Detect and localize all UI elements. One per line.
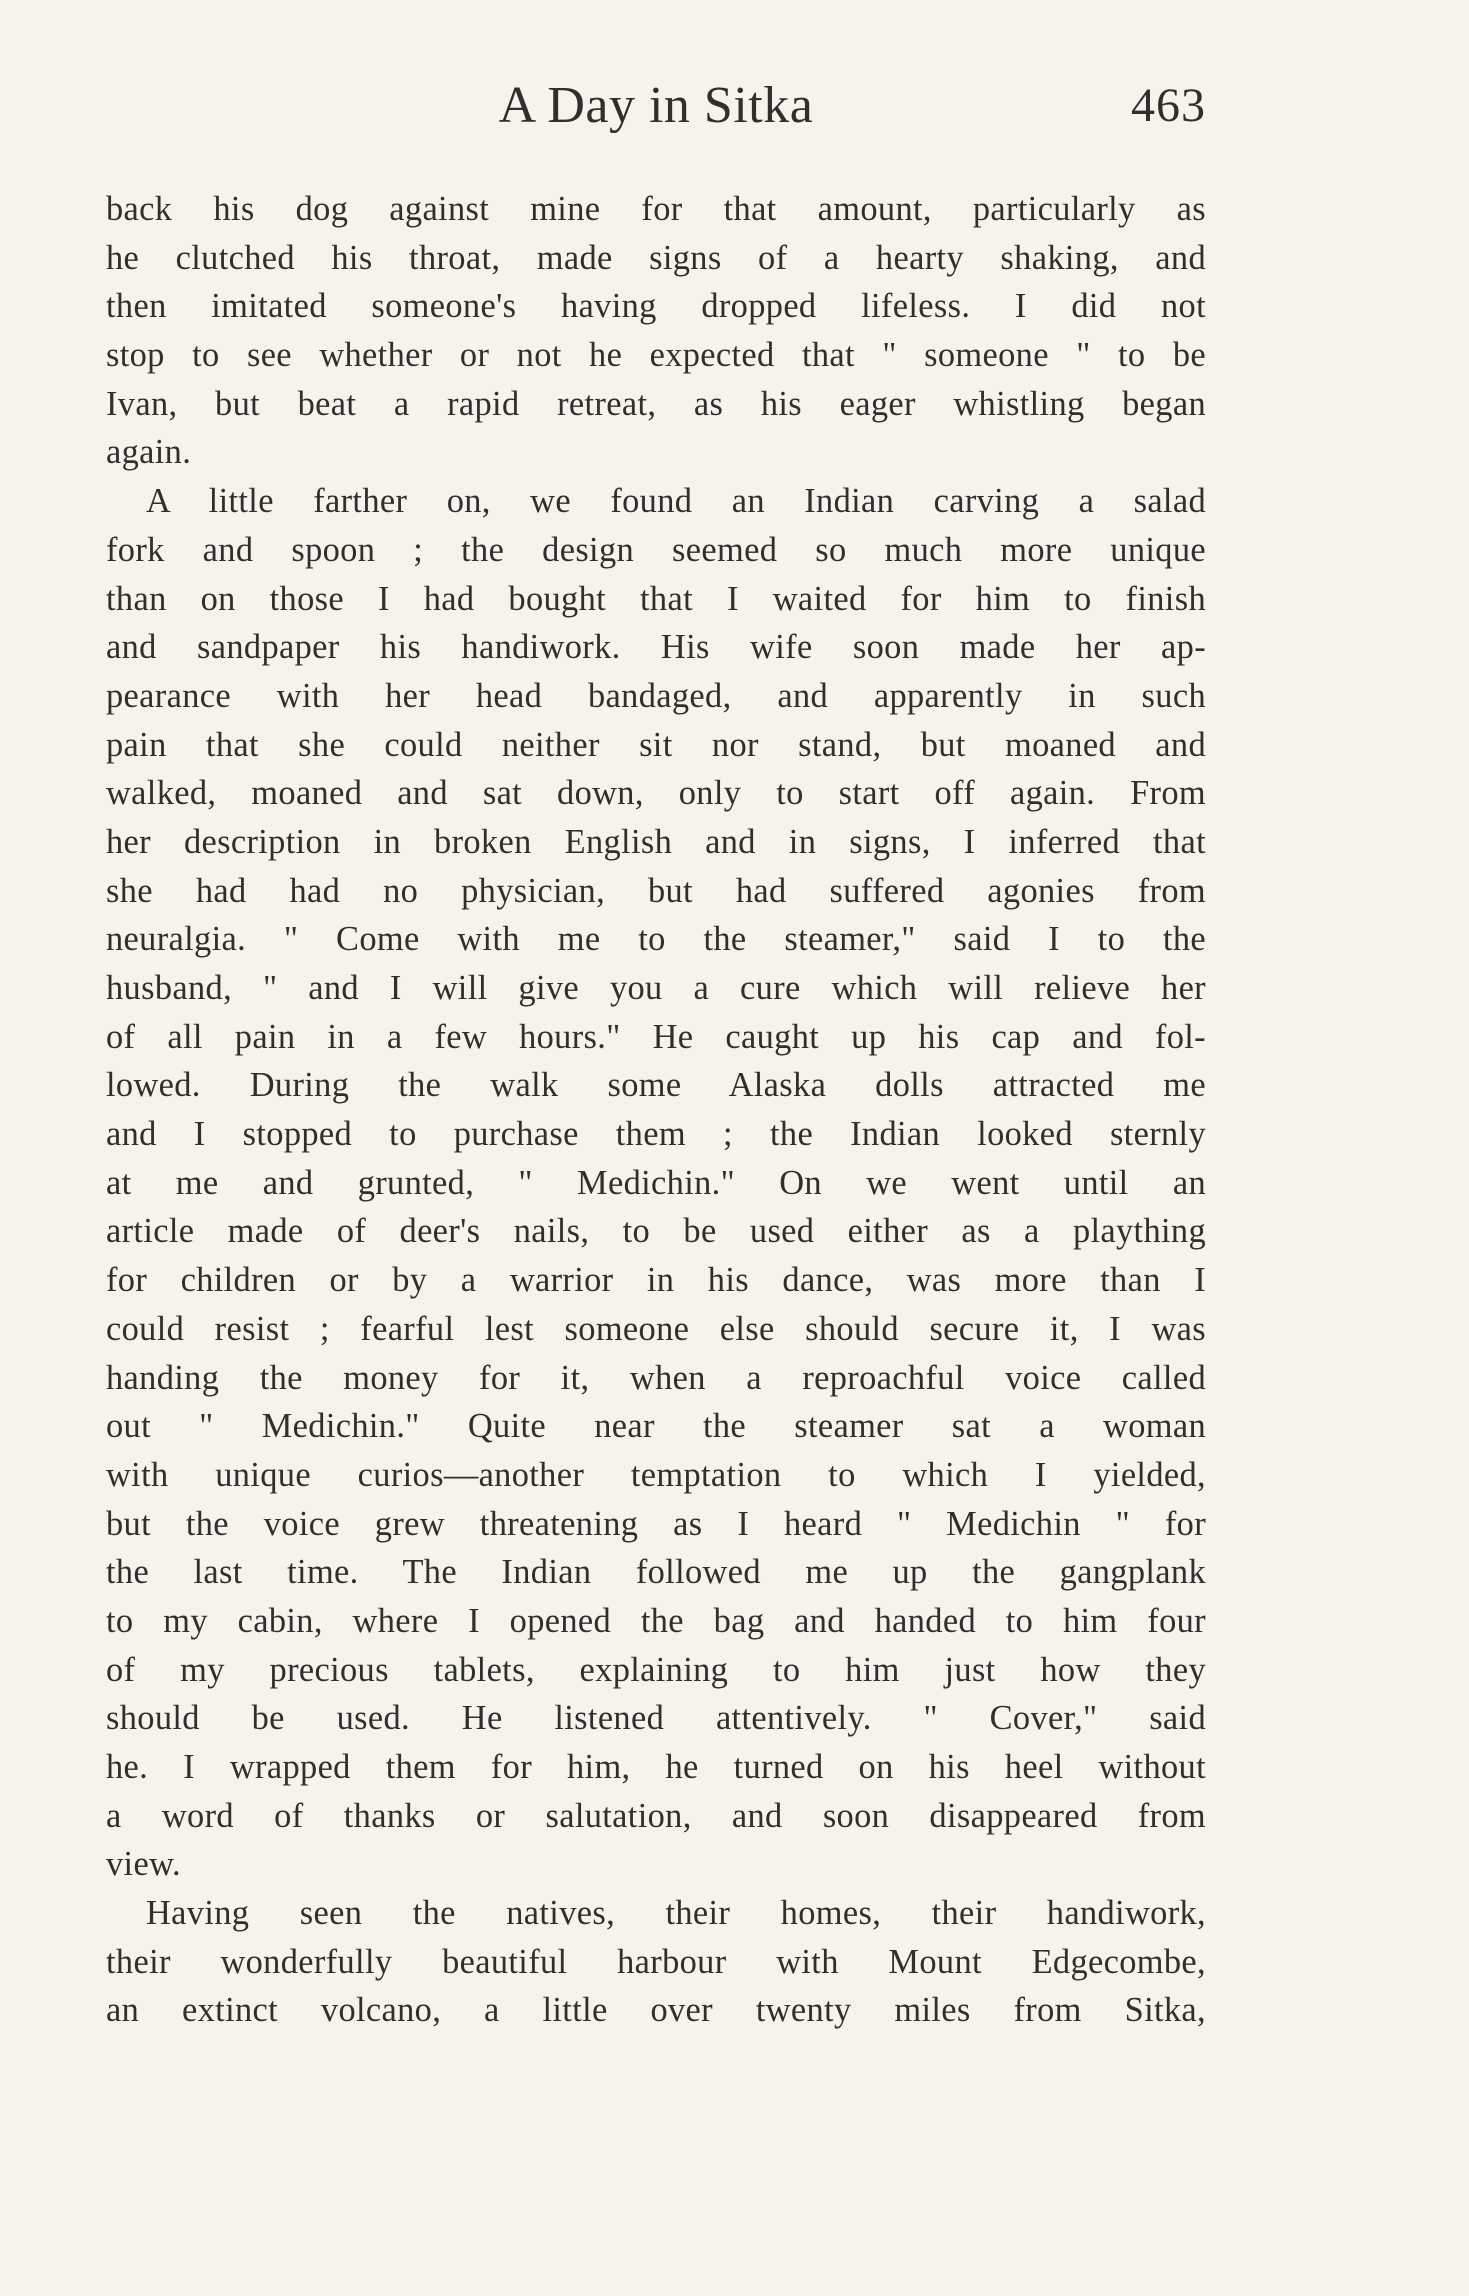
- text-line: stop to see whether or not he expected that " someone " to be: [106, 336, 1206, 375]
- text-line: but the voice grew threatening as I heard " Medichin " for: [106, 1504, 1206, 1543]
- page-header: [106, 74, 1206, 144]
- page-number: 463: [1131, 79, 1206, 132]
- text-line: than on those I had bought that I waited for him to finish: [106, 579, 1206, 618]
- text-line: he clutched his throat, made signs of a hearty shaking, and: [106, 238, 1206, 277]
- text-line: of my precious tablets, explaining to him just how they: [106, 1650, 1206, 1689]
- text-line: handing the money for it, when a reproachful voice called: [106, 1358, 1206, 1397]
- text-line: Ivan, but beat a rapid retreat, as his eager whistling began: [106, 384, 1206, 423]
- text-line: a word of thanks or salutation, and soon disappeared from: [106, 1796, 1206, 1835]
- text-line: walked, moaned and sat down, only to start off again. From: [106, 774, 1206, 813]
- text-line: then imitated someone's having dropped lifeless. I did not: [106, 287, 1206, 326]
- text-line: out " Medichin." Quite near the steamer sat a woman: [106, 1407, 1206, 1446]
- paragraph: [106, 1889, 1206, 2035]
- text-line: to my cabin, where I opened the bag and handed to him four: [106, 1601, 1206, 1640]
- paragraph: [106, 477, 1206, 1889]
- text-line: could resist ; fearful lest someone else should secure it, I was: [106, 1309, 1206, 1348]
- text-line: should be used. He listened attentively. " Cover," said: [106, 1699, 1206, 1738]
- text-line: and I stopped to purchase them ; the Indian looked sternly: [106, 1115, 1206, 1154]
- text-line: and sandpaper his handiwork. His wife soon made her ap-: [106, 628, 1206, 667]
- body-text: [106, 185, 1206, 2035]
- text-line: of all pain in a few hours." He caught up his cap and fol-: [106, 1017, 1206, 1056]
- paragraph: [106, 185, 1206, 477]
- text-line: view.: [106, 1845, 181, 1884]
- text-line: Having seen the natives, their homes, their handiwork,: [146, 1894, 1206, 1933]
- text-line: neuralgia. " Come with me to the steamer," said I to the: [106, 920, 1206, 959]
- text-line: their wonderfully beautiful harbour with Mount Edgecombe,: [106, 1942, 1206, 1981]
- text-line: husband, " and I will give you a cure which will relieve her: [106, 969, 1206, 1007]
- text-line: she had had no physician, but had suffered agonies from: [106, 871, 1206, 910]
- text-line: lowed. During the walk some Alaska dolls attracted me: [106, 1066, 1206, 1105]
- text-line: back his dog against mine for that amount, particularly as: [106, 190, 1206, 228]
- text-line: with unique curios—another temptation to which I yielded,: [106, 1455, 1206, 1494]
- text-line: again.: [106, 433, 192, 472]
- text-line: A little farther on, we found an Indian carving a salad: [146, 482, 1206, 521]
- text-line: fork and spoon ; the design seemed so much more unique: [106, 530, 1206, 569]
- text-line: at me and grunted, " Medichin." On we went until an: [106, 1163, 1206, 1202]
- text-line: article made of deer's nails, to be used either as a plaything: [106, 1212, 1206, 1251]
- text-line: for children or by a warrior in his dance, was more than I: [106, 1261, 1206, 1300]
- text-line: the last time. The Indian followed me up the gangplank: [106, 1553, 1206, 1592]
- text-line: pain that she could neither sit nor stand, but moaned and: [106, 725, 1206, 764]
- text-line: pearance with her head bandaged, and apparently in such: [106, 676, 1206, 715]
- running-title: A Day in Sitka: [498, 77, 814, 134]
- text-line: an extinct volcano, a little over twenty miles from Sitka,: [106, 1991, 1206, 2030]
- text-line: her description in broken English and in signs, I inferred that: [106, 822, 1206, 861]
- text-line: he. I wrapped them for him, he turned on his heel without: [106, 1748, 1206, 1786]
